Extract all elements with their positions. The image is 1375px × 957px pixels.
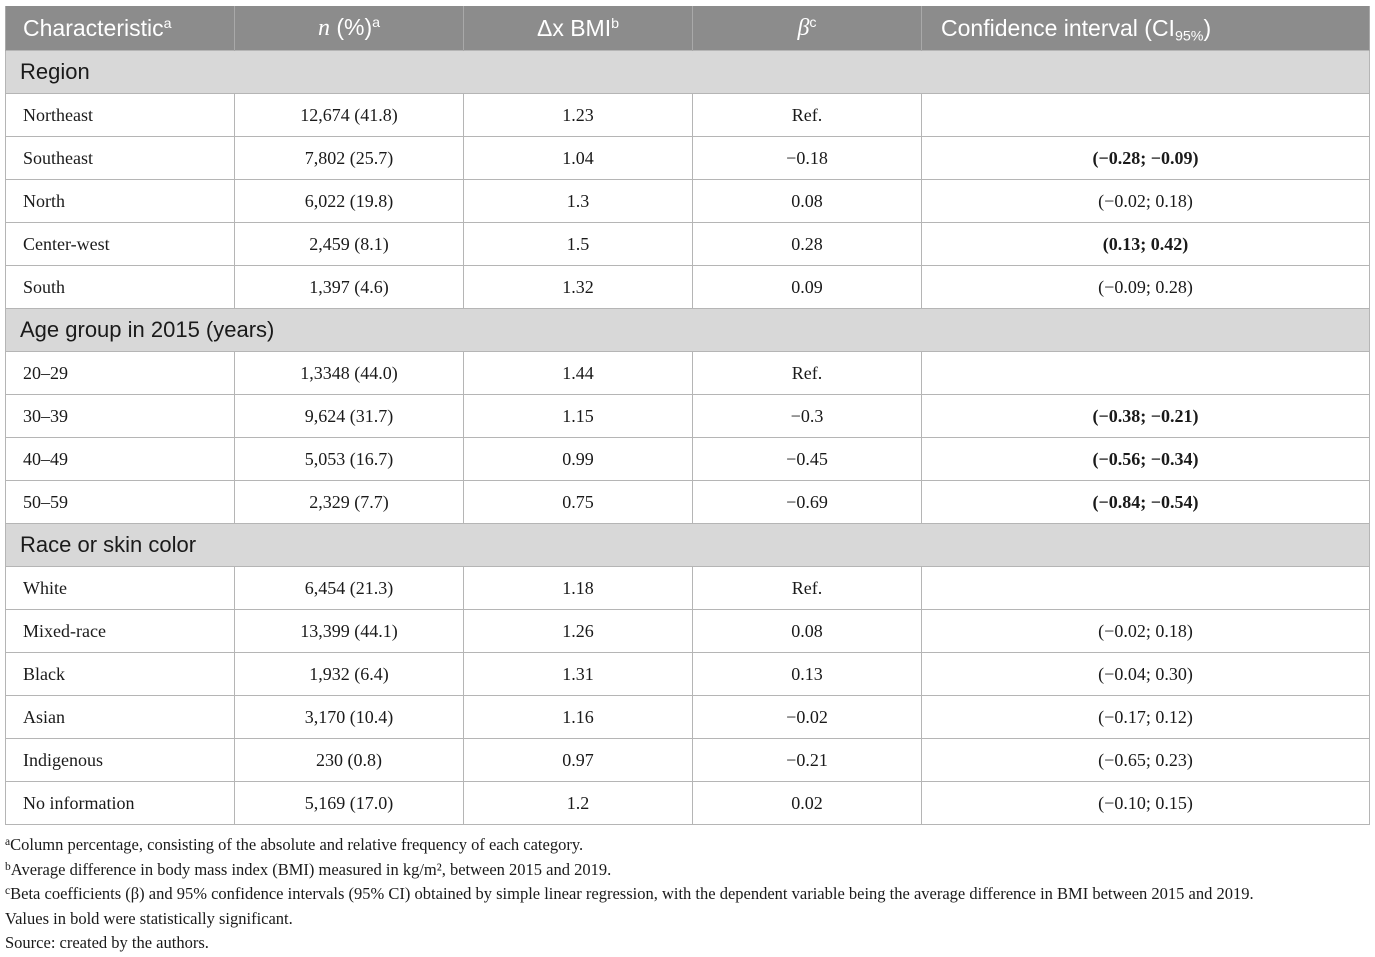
header-confidence-interval: Confidence interval $(CI_{95\%})$ xyxy=(922,6,1370,51)
header-n-percent: n (%)$^a$ xyxy=(235,6,464,51)
table-row: 50–59 2,329 (7.7) 0.75 −0.69 (−0.84; −0.54) xyxy=(6,481,1370,524)
footnote-bold: Values in bold were statistically significant. xyxy=(5,908,293,928)
table-row: Black 1,932 (6.4) 1.31 0.13 (−0.04; 0.30) xyxy=(6,653,1370,696)
header-beta: $\beta^c$ xyxy=(693,6,922,51)
section-row-region: Region xyxy=(6,51,1370,94)
footnote-c: $^c$Beta coefficients (β) and 95% confidence intervals (95% CI) obtained by simple linear regression, with the dependent variable being the average difference in BMI between 2015 and 2019. xyxy=(5,884,1254,903)
table-row: South 1,397 (4.6) 1.32 0.09 (−0.09; 0.28) xyxy=(6,266,1370,309)
table-row: White 6,454 (21.3) 1.18 Ref. xyxy=(6,567,1370,610)
table-row: Mixed-race 13,399 (44.1) 1.26 0.08 (−0.02; 0.18) xyxy=(6,610,1370,653)
footnote-a: $^a$Column percentage, consisting of the absolute and relative frequency of each category. xyxy=(5,835,584,854)
results-table xyxy=(5,6,1370,825)
section-row-race: Race or skin color xyxy=(6,524,1370,567)
table-row: 40–49 5,053 (16.7) 0.99 −0.45 (−0.56; −0.34) xyxy=(6,438,1370,481)
results-table-container xyxy=(5,6,1369,825)
table-row: 20–29 1,3348 (44.0) 1.44 Ref. xyxy=(6,352,1370,395)
footnote-b: $^b$Average difference in body mass index (BMI) measured in kg/m², between 2015 and 2019. xyxy=(5,859,612,879)
table-row: Indigenous 230 (0.8) 0.97 −0.21 (−0.65; 0.23) xyxy=(6,739,1370,782)
table-row: Center-west 2,459 (8.1) 1.5 0.28 (0.13; 0.42) xyxy=(6,223,1370,266)
table-footnotes xyxy=(5,833,1365,956)
section-row-age-group: Age group in 2015 (years) xyxy=(6,309,1370,352)
header-row xyxy=(6,6,1370,51)
table-row: Asian 3,170 (10.4) 1.16 −0.02 (−0.17; 0.12) xyxy=(6,696,1370,739)
table-row: 30–39 9,624 (31.7) 1.15 −0.3 (−0.38; −0.21) xyxy=(6,395,1370,438)
table-row: No information 5,169 (17.0) 1.2 0.02 (−0.10; 0.15) xyxy=(6,782,1370,825)
header-characteristic: Characteristic$^a$ xyxy=(6,6,235,51)
table-row: Northeast 12,674 (41.8) 1.23 Ref. xyxy=(6,94,1370,137)
table-row: Southeast 7,802 (25.7) 1.04 −0.18 (−0.28; −0.09) xyxy=(6,137,1370,180)
footnote-source: Source: created by the authors. xyxy=(5,933,209,952)
header-delta-bmi: Δx BMI$^b$ xyxy=(464,6,693,51)
table-row: North 6,022 (19.8) 1.3 0.08 (−0.02; 0.18) xyxy=(6,180,1370,223)
